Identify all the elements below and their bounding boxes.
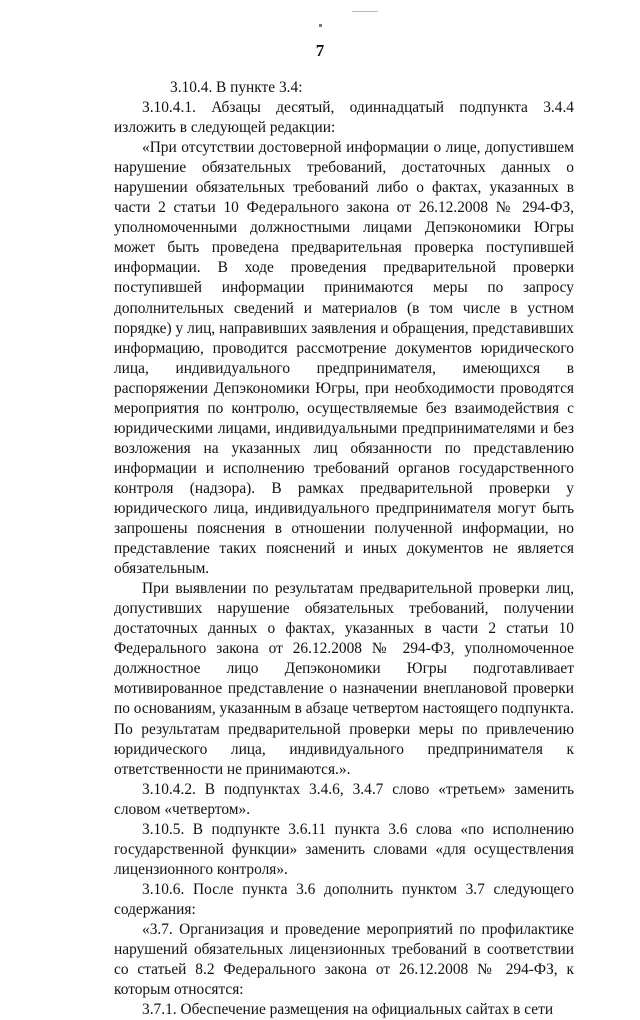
scan-speck xyxy=(352,11,378,12)
paragraph-3-10-6: 3.10.6. После пункта 3.6 дополнить пунктом 3.7 следующего содержания: xyxy=(114,880,574,918)
paragraph-3-7: «3.7. Организация и проведение мероприятий по профилактике нарушений обязательных лицензионных требований в соответствии со статьей 8.2 Федерального закона от 26.12.2008 № 294-ФЗ, к которым относятся: xyxy=(114,920,574,999)
document-body xyxy=(114,78,574,1020)
quoted-paragraph-1: «При отсутствии достоверной информации о лице, допустившем нарушение обязательных требований, достаточных данных о нарушении обязательных требований либо о фактах, указанных в части 2 статьи 10 Федерального закона от 26.12.2008 № 294-ФЗ, уполномоченными должностными лицами Депэкономики Югры может быть проведена предварительная проверка поступившей информации. В ходе проведения предварительной проверки поступившей информации принимаются меры по запросу дополнительных сведений и материалов (в том числе в устном порядке) у лиц, направивших заявления и обращения, представивших информацию, проводится рассмотрение документов юридического лица, индивидуального предпринимателя, имеющихся в распоряжении Депэкономики Югры, при необходимости проводятся мероприятия по контролю, осуществляемые без взаимодействия с юридическими лицами, индивидуальными предпринимателями и без возложения на указанных лиц обязанности по представлению информации и исполнению требований органов государственного контроля (надзора). В рамках предварительной проверки у юридического лица, индивидуального предпринимателя могут быть запрошены пояснения в отношении полученной информации, но представление таких пояснений и иных документов не является обязательным. xyxy=(114,139,574,578)
paragraph-3-10-4-2: 3.10.4.2. В подпунктах 3.4.6, 3.4.7 слово «третьем» заменить словом «четвертом». xyxy=(114,780,574,818)
scan-speck xyxy=(319,24,322,27)
heading-number: 3.10.4. xyxy=(170,79,213,96)
paragraph-3-10-5: 3.10.5. В подпункте 3.6.11 пункта 3.6 слова «по исполнению государственной функции» заменить словами «для осуществления лицензионного контроля». xyxy=(114,820,574,878)
quoted-paragraph-2: При выявлении по результатам предварительной проверки лиц, допустивших нарушение обязательных требований, получении достаточных данных о фактах, указанных в части 2 статьи 10 Федерального закона от 26.12.2008 № 294-ФЗ, уполномоченное должностное лицо Депэкономики Югры подготавливает мотивированное представление о назначении внеплановой проверки по основаниям, указанным в абзаце четвертом настоящего подпункта. По результатам предварительной проверки меры по привлечению юридического лица, индивидуального предпринимателя к ответственности не принимаются.». xyxy=(114,580,574,778)
page-number: 7 xyxy=(315,41,325,60)
heading-3-10-4 xyxy=(114,78,574,98)
paragraph-3-7-1: 3.7.1. Обеспечение размещения на официальных сайтах в сети xyxy=(142,1001,554,1019)
paragraph-3-10-4-1: 3.10.4.1. Абзацы десятый, одиннадцатый подпункта 3.4.4 изложить в следующей редакции: xyxy=(114,99,574,137)
heading-text: В пункте 3.4: xyxy=(216,79,303,96)
